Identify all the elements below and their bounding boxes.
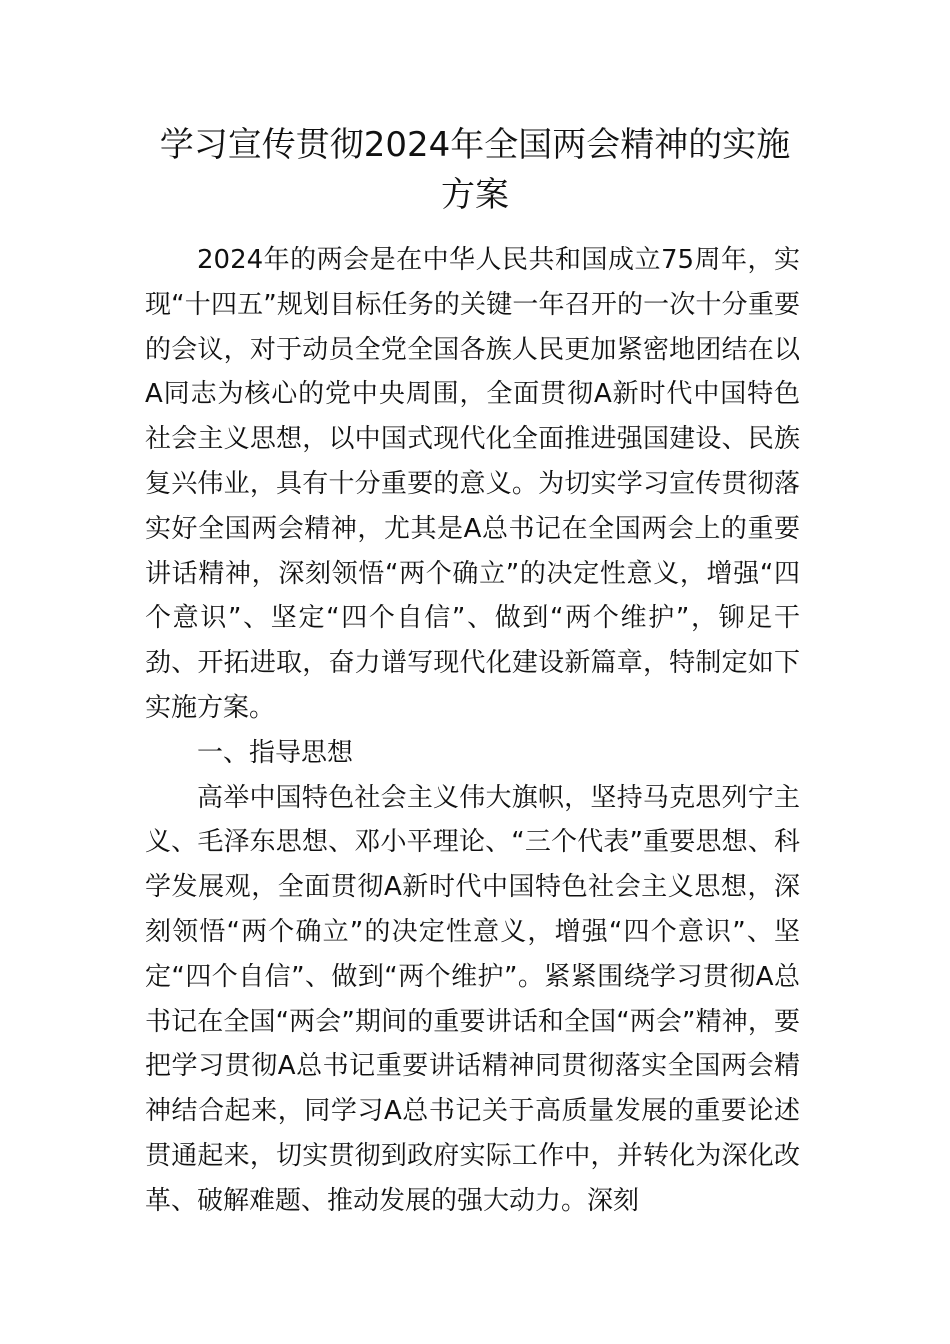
document-body (145, 238, 800, 1224)
paragraph-intro: 2024年的两会是在中华人民共和国成立75周年，实现“十四五”规划目标任务的关键一年召开的一次十分重要的会议，对于动员全党全国各族人民更加紧密地团结在以A同志为核心的党中央周围，全面贯彻A新时代中国特色社会主义思想，以中国式现代化全面推进强国建设、民族复兴伟业，具有十分重要的意义。为切实学习宣传贯彻落实好全国两会精神，尤其是A总书记在全国两会上的重要讲话精神，深刻领悟“两个确立”的决定性意义，增强“四个意识”、坚定“四个自信”、做到“两个维护”，铆足干劲、开拓进取，奋力谱写现代化建设新篇章，特制定如下实施方案。 (145, 245, 800, 723)
document-title: 学习宣传贯彻2024年全国两会精神的实施方案 (159, 125, 791, 215)
section-heading-guiding-thought: 一、指导思想 (197, 737, 354, 768)
paragraph-guiding-thought: 高举中国特色社会主义伟大旗帜，坚持马克思列宁主义、毛泽东思想、邓小平理论、“三个代表”重要思想、科学发展观，全面贯彻A新时代中国特色社会主义思想，深刻领悟“两个确立”的决定性意义，增强“四个意识”、坚定“四个自信”、做到“两个维护”。紧紧围绕学习贯彻A总书记在全国“两会”期间的重要讲话和全国“两会”精神，要把学习贯彻A总书记重要讲话精神同贯彻落实全国两会精神结合起来，同学习A总书记关于高质量发展的重要论述贯通起来，切实贯彻到政府实际工作中，并转化为深化改革、破解难题、推动发展的强大动力。深刻 (145, 782, 800, 1216)
